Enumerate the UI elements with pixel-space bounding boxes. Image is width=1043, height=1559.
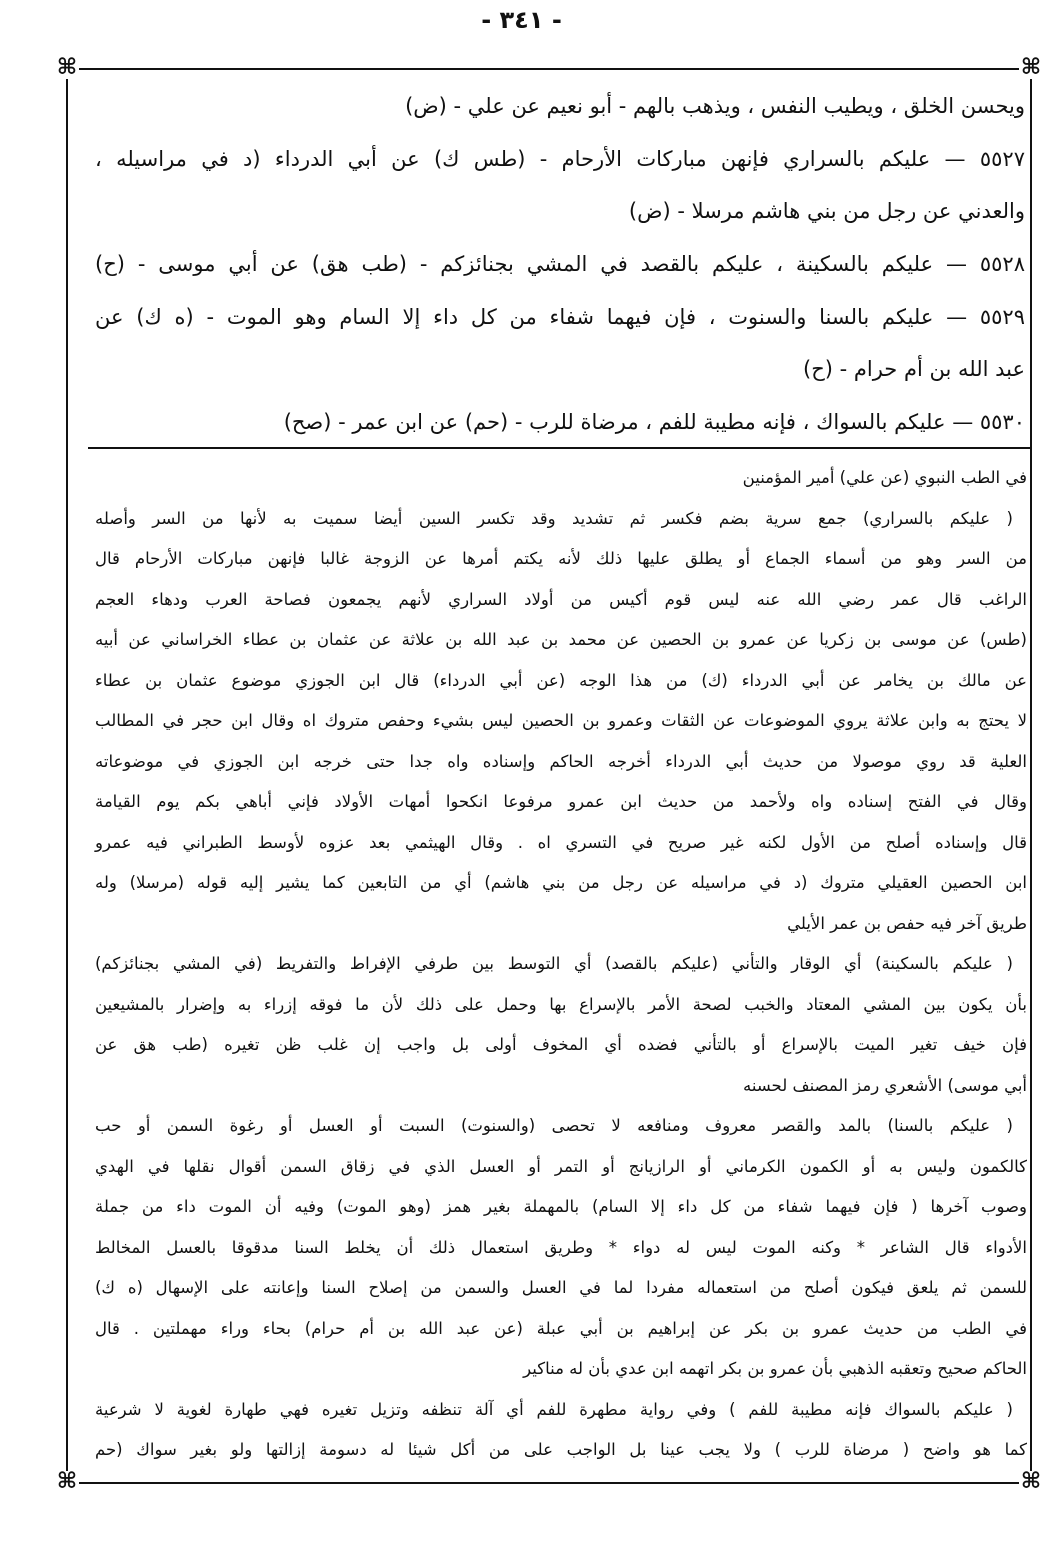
commentary-line [95, 1390, 1027, 1431]
commentary-block [95, 458, 1027, 1471]
commentary-line [95, 620, 1027, 661]
commentary-line [95, 580, 1027, 621]
commentary-line-text: قال وإسناده أصلح من الأول لكنه غير صريح في التسري اه . وقال الهيثمي بعد عزوه لأوسط الطبراني فيه عمرو [95, 832, 1027, 852]
commentary-line-text: طريق آخر فيه حفص بن عمر الأيلي [787, 913, 1027, 933]
commentary-line [95, 985, 1027, 1026]
commentary-line-text: أبي موسى) الأشعري رمز المصنف لحسنه [743, 1075, 1027, 1095]
commentary-line-text: من السر وهو من أسماء الجماع أو يطلق عليها ذلك لأنه يكتم أمرها عن الزوجة غالبا فإنهن مباركات الأرحام قال [95, 549, 1027, 568]
commentary-line-text: الراغب قال عمر رضي الله عنه ليس قوم أكيس من أولاد السراري لأنهم يجمعون فصاحة العرب ودهاء العجم [95, 589, 1027, 609]
commentary-line-text: ( عليكم بالسكينة) أي الوقار والتأني (عليكم بالقصد) أي التوسط بين طرفي الإفراط والتفريط (في المشي بجنائزكم) [95, 954, 1013, 973]
hadith-line [95, 291, 1025, 344]
commentary-line [95, 1066, 1027, 1107]
commentary-line [95, 1309, 1027, 1350]
commentary-line-text: ابن الحصين العقيلي متروك (د في مراسيله عن رجل من بني هاشم) أي من التابعين كما يشير إليه قوله (مرسلا) وله [95, 873, 1027, 892]
corner-ornament-icon: ⌘ [1020, 1469, 1042, 1494]
commentary-line [95, 1187, 1027, 1228]
commentary-line-text: في الطب النبوي (عن علي) أمير المؤمنين [742, 468, 1027, 487]
commentary-line [95, 904, 1027, 945]
hadith-line-text: عبد الله بن أم حرام - (ح) [803, 357, 1025, 382]
hadith-line-text: ويحسن الخلق ، ويطيب النفس ، ويذهب بالهم - أبو نعيم عن علي - (ض) [405, 94, 1025, 118]
corner-ornament-icon: ⌘ [56, 55, 78, 80]
frame-top-border [68, 68, 1030, 70]
commentary-line [95, 823, 1027, 864]
commentary-line-text: وقال في الفتح إسناده واه ولأحمد من حديث ابن عمرو مرفوعا انكحوا أمهات الأولاد فإني أباهي بكم يوم القيامة [95, 792, 1027, 811]
commentary-line-text: العلية قد روي موصولا من حديث أبي الدرداء أخرجه الحاكم وإسناده واه جدا حتى خرجه ابن الجوزي في موضوعاته [95, 751, 1027, 771]
commentary-line [95, 1147, 1027, 1188]
commentary-line [95, 1228, 1027, 1269]
commentary-line-text: فإن خيف تغير الميت بالإسراع أو بالتأني فضده أي المخوف أولى بل واجب إن غلب ظن تغيره (طب هق عن [95, 1035, 1027, 1054]
hadith-line [95, 80, 1025, 133]
commentary-line [95, 1268, 1027, 1309]
commentary-line-text: وصوب آخرها ( فإن فيهما شفاء من كل داء إلا السام) بالمهملة بغير همز (وهو الموت) وفيه أن الموت داء من جملة [95, 1197, 1027, 1216]
commentary-line [95, 782, 1027, 823]
commentary-line [95, 701, 1027, 742]
page-number: - ٣٤١ - [481, 6, 562, 34]
commentary-line-text: الأدواء قال الشاعر * وكنه الموت ليس له دواء * وطريق استعمال ذلك أن يخلط السنا مدقوقا بالعسل المخالط [95, 1237, 1027, 1257]
commentary-line-text: للسمن ثم يلعق فيكون أصلح من استعماله مفردا لما في العسل والسمن من إصلاح السنا وإعانته على الإسهال (ه ك) [95, 1278, 1027, 1297]
commentary-line-text: عن مالك بن يخامر عن أبي الدرداء (ك) من هذا الوجه (عن أبي الدرداء) قال ابن الجوزي موضوع عثمان بن عطاء [95, 670, 1027, 690]
commentary-line-text: ( عليكم بالسراري) جمع سرية بضم فكسر ثم تشديد وقد تكسر السين أيضا سميت به لأنها من السر وأصله [95, 508, 1013, 528]
commentary-line-text: في الطب من حديث عمرو بن بكر عن إبراهيم بن أبي عبلة (عن عبد الله بن أم حرام) بحاء وراء مهملتين . قال [95, 1318, 1027, 1338]
hadith-line-text: ٥٥٢٨ — عليكم بالسكينة ، عليكم بالقصد في المشي بجنائزكم - (طب هق) عن أبي موسى - (ح) [95, 252, 1025, 277]
commentary-line-text: كالكمون وليس به أو الكمون الكرماني أو الرازيانج أو التمر أو العسل الذي في زقاق السمن أقوال نقلها في الهدي [95, 1156, 1027, 1176]
commentary-line [95, 863, 1027, 904]
commentary-line [95, 1430, 1027, 1471]
commentary-line-text: لا يحتج به وابن علاثة يروي الموضوعات عن الثقات وعمرو بن الحصين ليس بشيء وحفص متروك اه وقال ابن حجر في المطالب [95, 711, 1027, 730]
frame-left-border [66, 68, 68, 1482]
frame-bottom-border [68, 1482, 1030, 1484]
hadith-line [95, 238, 1025, 291]
frame-right-border [1030, 68, 1032, 1482]
commentary-line [95, 458, 1027, 499]
commentary-line [95, 944, 1027, 985]
commentary-line [95, 1349, 1027, 1390]
commentary-line-text: (طس) عن موسى بن زكريا عن عمرو بن الحصين عن محمد بن عبد الله بن علاثة عن عثمان بن عطاء الخراساني عن أبيه [95, 630, 1027, 649]
commentary-line-text: الحاكم صحيح وتعقبه الذهبي بأن عمرو بن بكر اتهمه ابن عدي بأن له مناكير [523, 1359, 1027, 1378]
hadith-line-text: ٥٥٢٩ — عليكم بالسنا والسنوت ، فإن فيهما شفاء من كل داء إلا السام وهو الموت - (ه ك) عن [95, 304, 1025, 329]
hadith-line [95, 396, 1025, 449]
hadith-line [95, 343, 1025, 396]
corner-ornament-icon: ⌘ [56, 1469, 78, 1494]
separator-rule [88, 447, 1030, 449]
hadith-line-text: ٥٥٣٠ — عليكم بالسواك ، فإنه مطيبة للفم ، مرضاة للرب - (حم) عن ابن عمر - (صح) [283, 410, 1025, 435]
commentary-line-text: ( عليكم بالسنا) بالمد والقصر معروف ومنافعه لا تحصى (والسنوت) السبت أو العسل أو رغوة السمن أو حب [95, 1116, 1013, 1135]
commentary-line [95, 539, 1027, 580]
hadith-line-text: والعدني عن رجل من بني هاشم مرسلا - (ض) [628, 199, 1025, 224]
hadith-text-block [95, 80, 1025, 449]
commentary-line [95, 499, 1027, 540]
commentary-line [95, 742, 1027, 783]
commentary-line-text: بأن يكون بين المشي المعتاد والخبب لصحة الأمر بالإسراع بها وحمل على ذلك لأن ما فوقه إزراء به وإضرار بالمشيعين [95, 994, 1027, 1014]
commentary-line-text: كما هو واضح ( مرضاة للرب ) ولا يجب عينا بل الواجب على من أكل شيئا له دسومة إزالتها ولو بغير سواك (حم [95, 1440, 1027, 1459]
hadith-line-text: ٥٥٢٧ — عليكم بالسراري فإنهن مباركات الأرحام - (طس ك) عن أبي الدرداء (د في مراسيله ، [95, 146, 1025, 171]
commentary-line [95, 661, 1027, 702]
corner-ornament-icon: ⌘ [1020, 55, 1042, 80]
commentary-line [95, 1025, 1027, 1066]
commentary-line [95, 1106, 1027, 1147]
commentary-line-text: ( عليكم بالسواك فإنه مطيبة للفم ) وفي رواية مطهرة للفم أي آلة تنظفه وتزيل تغيره فهي طهارة لغوية لا شرعية [95, 1399, 1013, 1419]
hadith-line [95, 185, 1025, 238]
hadith-line [95, 133, 1025, 186]
